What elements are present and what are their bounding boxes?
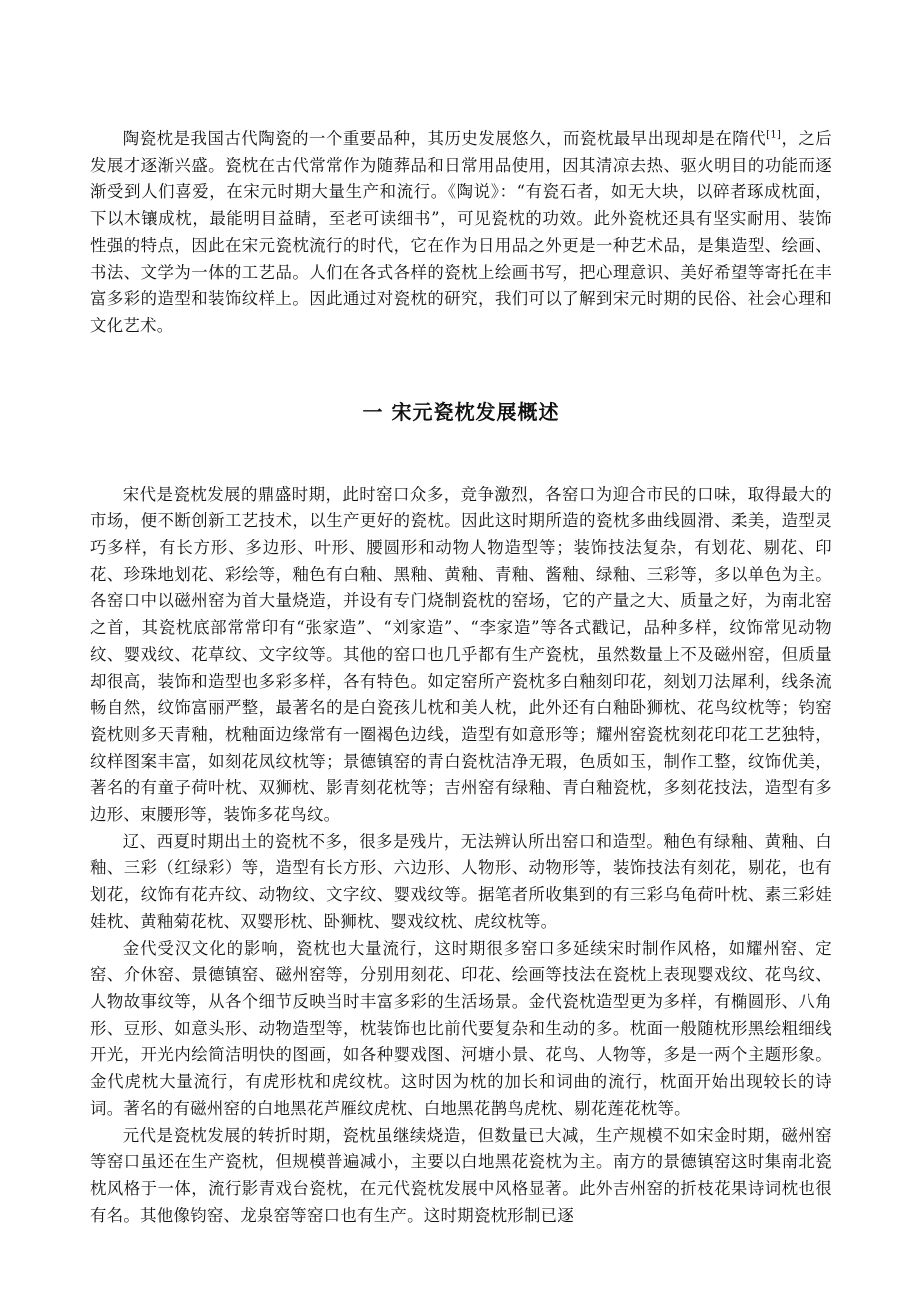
intro-paragraph <box>90 126 832 340</box>
intro-text-a: 陶瓷枕是我国古代陶瓷的一个重要品种，其历史发展悠久，而瓷枕最早出现却是在隋代 <box>122 129 767 148</box>
paragraph-liao-xixia: 辽、西夏时期出土的瓷枕不多，很多是残片，无法辨认所出窑口和造型。釉色有绿釉、黄釉、白釉、三彩（红绿彩）等，造型有长方形、六边形、人物形、动物形等，装饰技法有刻花，剔花，也有划花，纹饰有花卉纹、动物纹、文字纹、婴戏纹等。据笔者所收集到的有三彩乌龟荷叶枕、素三彩娃娃枕、黄釉菊花枕、双婴形枕、卧狮枕、婴戏纹枕、虎纹枕等。 <box>90 831 832 931</box>
document-page <box>90 126 832 1229</box>
paragraph-yuan: 元代是瓷枕发展的转折时期，瓷枕虽继续烧造，但数量已大减，生产规模不如宋金时期，磁州窑等窑口虽还在生产瓷枕，但规模普遍减小，主要以白地黑花瓷枕为主。南方的景德镇窑这时集南北瓷枕风格于一体，流行影青戏台瓷枕，在元代瓷枕发展中风格显著。此外吉州窑的折枝花果诗词枕也很有名。其他像钧窑、龙泉窑等窑口也有生产。这时期瓷枕形制已逐 <box>90 1125 832 1225</box>
paragraph-jin: 金代受汉文化的影响，瓷枕也大量流行，这时期很多窑口多延续宋时制作风格，如耀州窑、定窑、介休窑、景德镇窑、磁州窑等，分别用刻花、印花、绘画等技法在瓷枕上表现婴戏纹、花鸟纹、人物故事纹等，从各个细节反映当时丰富多彩的生活场景。金代瓷枕造型更为多样，有椭圆形、八角形、豆形、如意头形、动物造型等，枕装饰也比前代要复杂和生动的多。枕面一般随枕形黑绘粗细线开光，开光内绘简洁明快的图画，如各种婴戏图、河塘小景、花鸟、人物等，多是一两个主题形象。金代虎枕大量流行，有虎形枕和虎纹枕。这时因为枕的加长和词曲的流行，枕面开始出现较长的诗词。著名的有磁州窑的白地黑花芦雁纹虎枕、白地黑花鹊鸟虎枕、剔花莲花枕等。 <box>90 938 832 1118</box>
section-heading: 一 宋元瓷枕发展概述 <box>362 399 560 424</box>
paragraph-song: 宋代是瓷枕发展的鼎盛时期，此时窑口众多，竞争激烈，各窑口为迎合市民的口味，取得最大的市场，便不断创新工艺技术，以生产更好的瓷枕。因此这时期所造的瓷枕多曲线圆滑、柔美，造型灵巧多样，有长方形、多边形、叶形、腰圆形和动物人物造型等；装饰技法复杂，有划花、剔花、印花、珍珠地划花、彩绘等，釉色有白釉、黑釉、黄釉、青釉、酱釉、绿釉、三彩等，多以单色为主。各窑口中以磁州窑为首大量烧造，并设有专门烧制瓷枕的窑场，它的产量之大、质量之好，为南北窑之首，其瓷枕底部常常印有“张家造”、“刘家造”、“李家造”等各式戳记，品种多样，纹饰常见动物纹、婴戏纹、花草纹、文字纹等。其他的窑口也几乎都有生产瓷枕，虽然数量上不及磁州窑，但质量却很高，装饰和造型也多彩多样，各有特色。如定窑所产瓷枕多白釉刻印花，刻划刀法犀利，线条流畅自然，纹饰富丽严整，最著名的是白瓷孩儿枕和美人枕，此外还有白釉卧狮枕、花鸟纹枕等；钧窑瓷枕则多天青釉，枕釉面边缘常有一圈褐色边线，造型有如意形等；耀州窑瓷枕刻花印花工艺独特，纹样图案丰富，如刻花凤纹枕等；景德镇窑的青白瓷枕洁净无瑕，色质如玉，制作工整，纹饰优美，著名的有童子荷叶枕、双狮枕、影青刻花枕等；吉州窑有绿釉、青白釉瓷枕，多刻花技法，造型有多边形、束腰形等，装饰多花鸟纹。 <box>90 484 832 825</box>
footnote-ref[interactable]: [1] <box>766 129 782 141</box>
section-body <box>90 482 832 1230</box>
intro-text-b: ，之后发展才逐渐兴盛。瓷枕在古代常常作为随葬品和日常用品使用，因其清凉去热、驱火明目的功能而逐渐受到人们喜爱，在宋元时期大量生产和流行。《陶说》：“有瓷石者，如无大块，以碎者琢成枕面，下以木镶成枕，最能明目益睛，至老可读细书”，可见瓷枕的功效。此外瓷枕还具有坚实耐用、装饰性强的特点，因此在宋元瓷枕流行的时代，它在作为日用品之外更是一种艺术品，是集造型、绘画、书法、文学为一体的工艺品。人们在各式各样的瓷枕上绘画书写，把心理意识、美好希望等寄托在丰富多彩的造型和装饰纹样上。因此通过对瓷枕的研究，我们可以了解到宋元时期的民俗、社会心理和文化艺术。 <box>90 129 832 335</box>
